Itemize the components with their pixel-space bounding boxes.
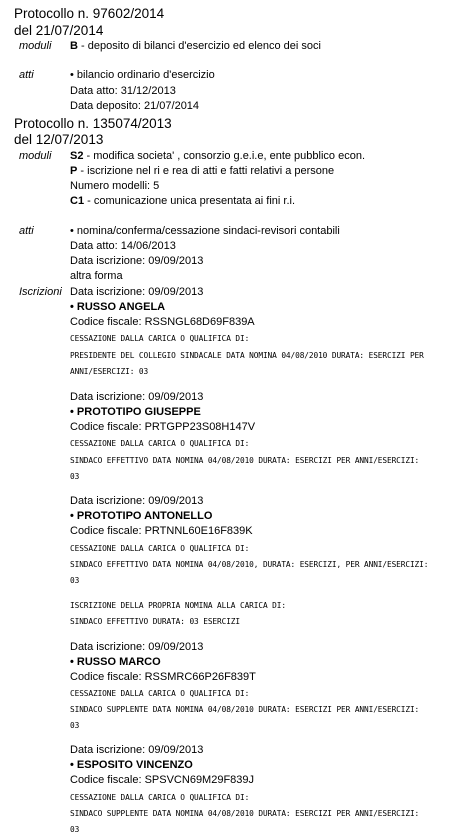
note-line: SINDACO EFFETTIVO DATA NOMINA 04/08/2010 DURATA: ESERCIZI PER ANNI/ESERCIZI: [70,456,420,465]
modulo-code: P [70,165,78,177]
iscrizione-date: Data iscrizione: 09/09/2013 [70,391,204,403]
iscrizione-date: Data iscrizione: 09/09/2013 [70,641,204,653]
codice-fiscale: Codice fiscale: PRTGPP23S08H147V [70,421,256,433]
note-line: 03 [70,472,80,481]
person-name: • PROTOTIPO ANTONELLO [70,510,213,522]
codice-fiscale: Codice fiscale: PRTNNL60E16F839K [70,525,253,537]
modulo-text: - iscrizione nel ri e rea di atti e fatti relativi a persone [77,165,335,177]
data-deposito: Data deposito: 21/07/2014 [70,100,200,112]
note-line: PRESIDENTE DEL COLLEGIO SINDACALE DATA NOMINA 04/08/2010 DURATA: ESERCIZI PER [70,351,424,360]
codice-fiscale: Codice fiscale: RSSNGL68D69F839A [70,316,255,328]
moduli-label: moduli [19,150,52,162]
data-iscrizione: Data iscrizione: 09/09/2013 [70,255,204,267]
note-line: CESSAZIONE DALLA CARICA O QUALIFICA DI: [70,689,250,698]
modulo-item [70,41,321,52]
note-line: ISCRIZIONE DELLA PROPRIA NOMINA ALLA CARICA DI: [70,601,286,610]
codice-fiscale: Codice fiscale: RSSMRC66P26F839T [70,671,256,683]
modulo-item [70,196,295,207]
person-name: • RUSSO ANGELA [70,301,166,313]
note-line: SINDACO SUPPLENTE DATA NOMINA 04/08/2010 DURATA: ESERCIZI PER ANNI/ESERCIZI: [70,705,420,714]
note-line: SINDACO SUPPLENTE DATA NOMINA 04/08/2010 DURATA: ESERCIZI PER ANNI/ESERCIZI: [70,809,420,818]
note-line: 03 [70,825,80,834]
altra-forma: altra forma [70,270,123,282]
protocol-1-date: del 21/07/2014 [14,23,104,38]
note-line: 03 [70,721,80,730]
modulo-text: - modifica societa' , consorzio g.e.i.e, ente pubblico econ. [83,150,365,162]
modulo-item [70,166,334,177]
protocol-2-title: Protocollo n. 135074/2013 [14,116,172,131]
note-line: CESSAZIONE DALLA CARICA O QUALIFICA DI: [70,334,250,343]
modulo-text: - deposito di bilanci d'esercizio ed elenco dei soci [77,40,321,52]
note-line: CESSAZIONE DALLA CARICA O QUALIFICA DI: [70,544,250,553]
note-line: CESSAZIONE DALLA CARICA O QUALIFICA DI: [70,793,250,802]
person-name: • RUSSO MARCO [70,656,161,668]
note-line: SINDACO EFFETTIVO DATA NOMINA 04/08/2010, DURATA: ESERCIZI, PER ANNI/ESERCIZI: [70,560,429,569]
note-line: CESSAZIONE DALLA CARICA O QUALIFICA DI: [70,439,250,448]
protocol-2-date: del 12/07/2013 [14,132,104,147]
data-atto: Data atto: 31/12/2013 [70,85,176,97]
modulo-item [70,151,365,162]
atti-label: atti [19,225,34,237]
person-name: • PROTOTIPO GIUSEPPE [70,406,201,418]
person-name: • ESPOSITO VINCENZO [70,759,193,771]
moduli-label: moduli [19,40,52,52]
numero-modelli: Numero modelli: 5 [70,180,160,192]
modulo-code: B [70,40,78,52]
data-atto: Data atto: 14/06/2013 [70,240,176,252]
atto-item: • nomina/conferma/cessazione sindaci-revisori contabili [70,225,340,237]
modulo-code: S2 [70,150,84,162]
atti-label: atti [19,69,34,81]
note-line: ANNI/ESERCIZI: 03 [70,367,149,376]
note-line: 03 [70,576,80,585]
note-line: SINDACO EFFETTIVO DURATA: 03 ESERCIZI [70,617,240,626]
modulo-code: C1 [70,195,85,207]
modulo-text: - comunicazione unica presentata ai fini r.i. [84,195,296,207]
codice-fiscale: Codice fiscale: SPSVCN69M29F839J [70,774,255,786]
iscrizione-date: Data iscrizione: 09/09/2013 [70,744,204,756]
protocol-1-title: Protocollo n. 97602/2014 [14,6,165,21]
iscrizioni-label: Iscrizioni [19,286,62,298]
iscrizione-date: Data iscrizione: 09/09/2013 [70,286,204,298]
atto-item: • bilancio ordinario d'esercizio [70,69,215,81]
iscrizione-date: Data iscrizione: 09/09/2013 [70,495,204,507]
